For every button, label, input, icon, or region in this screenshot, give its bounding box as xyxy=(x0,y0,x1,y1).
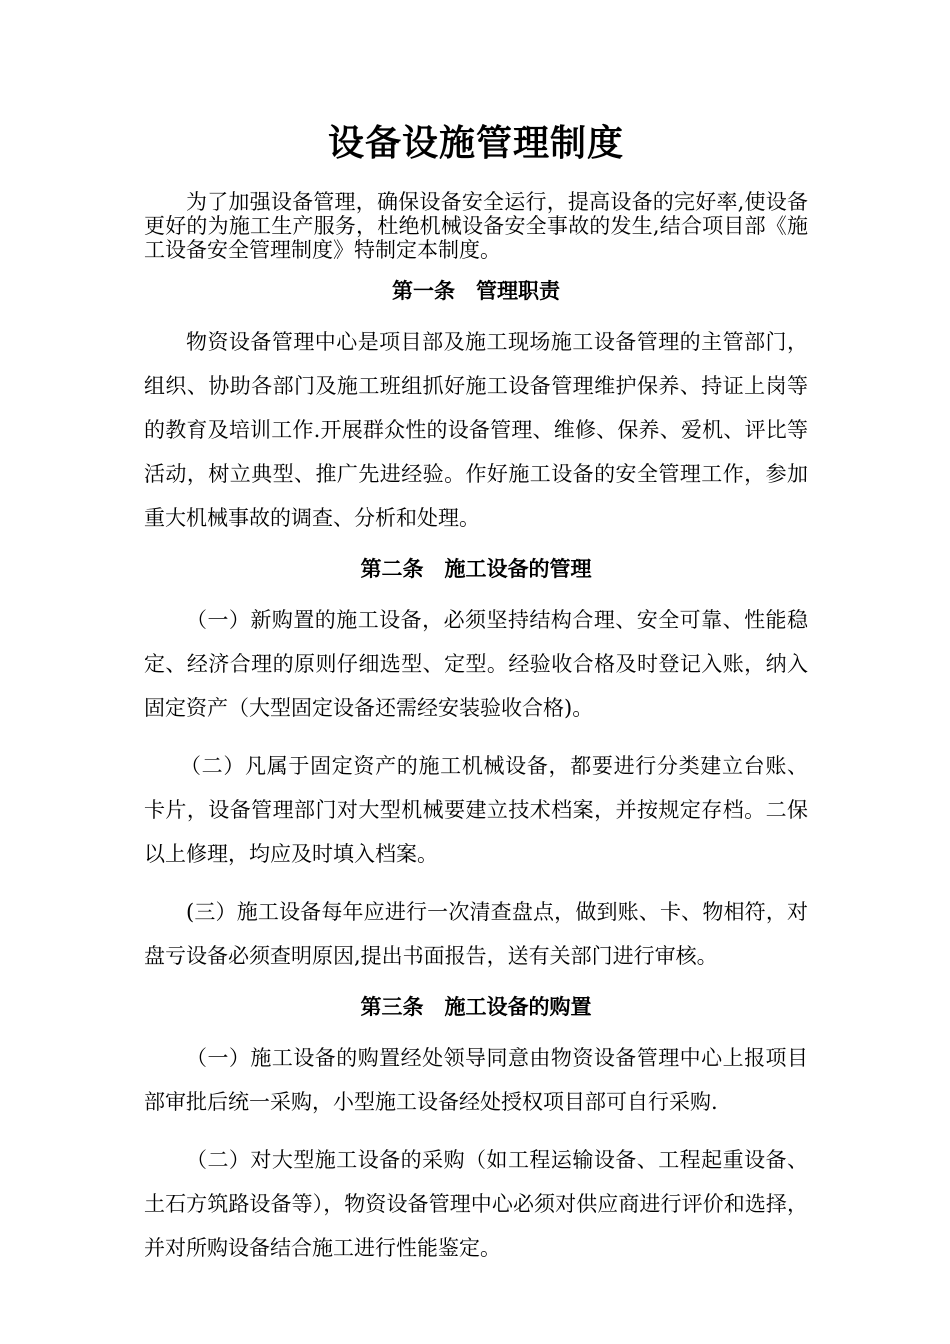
article-3-paragraph-2: （二）对大型施工设备的采购（如工程运输设备、工程起重设备、土石方筑路设备等），物资设备管理中心必须对供应商进行评价和选择，并对所购设备结合施工进行性能鉴定。 xyxy=(144,1148,808,1260)
article-3-paragraph-1: （一）施工设备的购置经处领导同意由物资设备管理中心上报项目部审批后统一采购，小型施工设备经处授权项目部可自行采购. xyxy=(144,1046,808,1114)
article-2-paragraph-2: （二）凡属于固定资产的施工机械设备，都要进行分类建立台账、卡片，设备管理部门对大型机械要建立技术档案，并按规定存档。二保以上修理，均应及时填入档案。 xyxy=(144,754,808,866)
article-2-heading: 第二条 施工设备的管理 xyxy=(360,556,592,581)
document-title: 设备设施管理制度 xyxy=(327,122,624,164)
article-2-paragraph-3: (三）施工设备每年应进行一次清查盘点，做到账、卡、物相符，对盘亏设备必须查明原因,提出书面报告，送有关部门进行审核。 xyxy=(144,900,808,968)
article-1-paragraph: 物资设备管理中心是项目部及施工现场施工设备管理的主管部门，组织、协助各部门及施工班组抓好施工设备管理维护保养、持证上岗等的教育及培训工作.开展群众性的设备管理、维修、保养、爱机、评比等活动，树立典型、推广先进经验。作好施工设备的安全管理工作，参加重大机械事故的调查、分析和处理。 xyxy=(144,330,808,530)
document-page xyxy=(144,118,808,1284)
article-2-paragraph-1: （一）新购置的施工设备，必须坚持结构合理、安全可靠、性能稳定、经济合理的原则仔细选型、定型。经验收合格及时登记入账，纳入固定资产（大型固定设备还需经安装验收合格)。 xyxy=(144,608,808,720)
intro-paragraph: 为了加强设备管理，确保设备安全运行，提高设备的完好率,使设备更好的为施工生产服务，杜绝机械设备安全事故的发生,结合项目部《施工设备安全管理制度》特制定本制度。 xyxy=(144,190,808,262)
article-3-heading: 第三条 施工设备的购置 xyxy=(360,994,592,1019)
article-1-heading: 第一条 管理职责 xyxy=(392,278,560,303)
